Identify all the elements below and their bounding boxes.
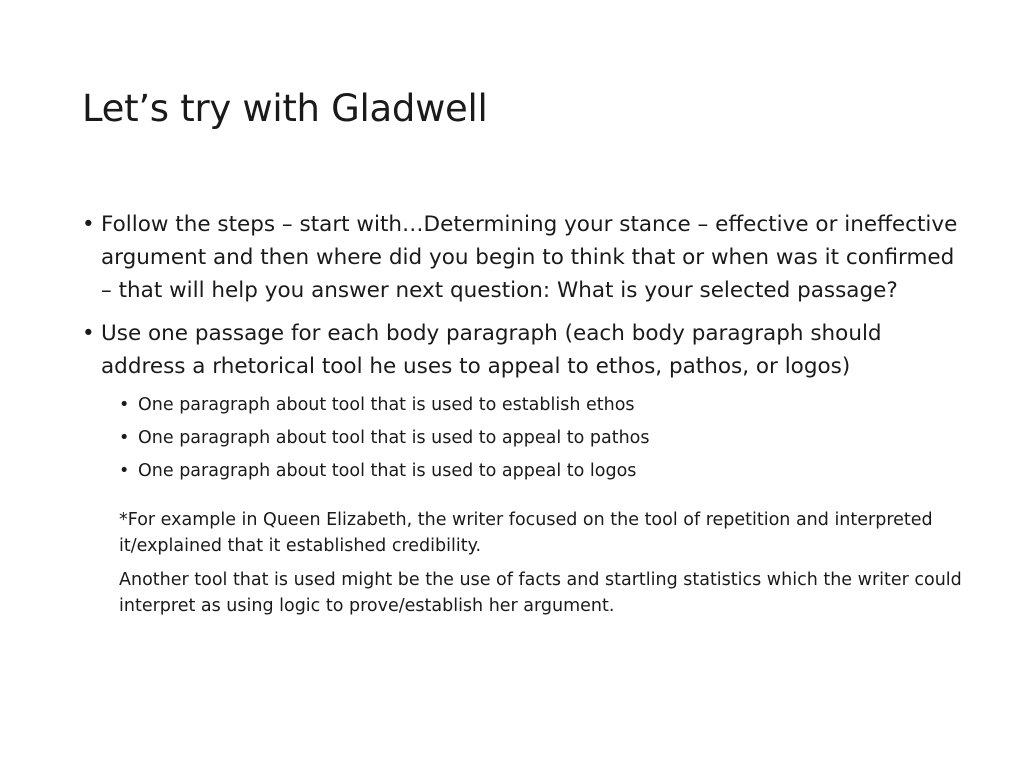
bullet-item xyxy=(82,317,962,383)
sub-bullet-item xyxy=(119,426,962,450)
sub-bullet-item xyxy=(119,393,962,417)
bullet-text: Follow the steps – start with…Determining your stance – effective or ineffective argument and then where did you begin to think that or when was it confirmed – that will help you answer next question: What is your selected passage? xyxy=(101,212,958,303)
example-note: Another tool that is used might be the use of facts and startling statistics which the writer could interpret as using logic to prove/establish her argument. xyxy=(119,570,962,616)
sub-bullet-marker: • xyxy=(119,395,130,415)
sub-bullet-text: One paragraph about tool that is used to appeal to pathos xyxy=(138,428,650,448)
slide-title: Let’s try with Gladwell xyxy=(82,87,488,130)
bullet-marker: • xyxy=(82,212,95,237)
sub-bullet-text: One paragraph about tool that is used to establish ethos xyxy=(138,395,635,415)
sub-bullet-marker: • xyxy=(119,428,130,448)
bullet-marker: • xyxy=(82,321,95,346)
example-note: *For example in Queen Elizabeth, the writer focused on the tool of repetition and interpreted it/explained that it established credibility. xyxy=(119,510,933,556)
sub-bullet-marker: • xyxy=(119,461,130,481)
bullet-text: Use one passage for each body paragraph (each body paragraph should address a rhetorical tool he uses to appeal to ethos, pathos, or logos) xyxy=(101,321,882,379)
slide-body xyxy=(82,208,962,619)
sub-bullet-item xyxy=(119,459,962,483)
bullet-item xyxy=(82,208,962,307)
sub-bullet-text: One paragraph about tool that is used to appeal to logos xyxy=(138,461,637,481)
